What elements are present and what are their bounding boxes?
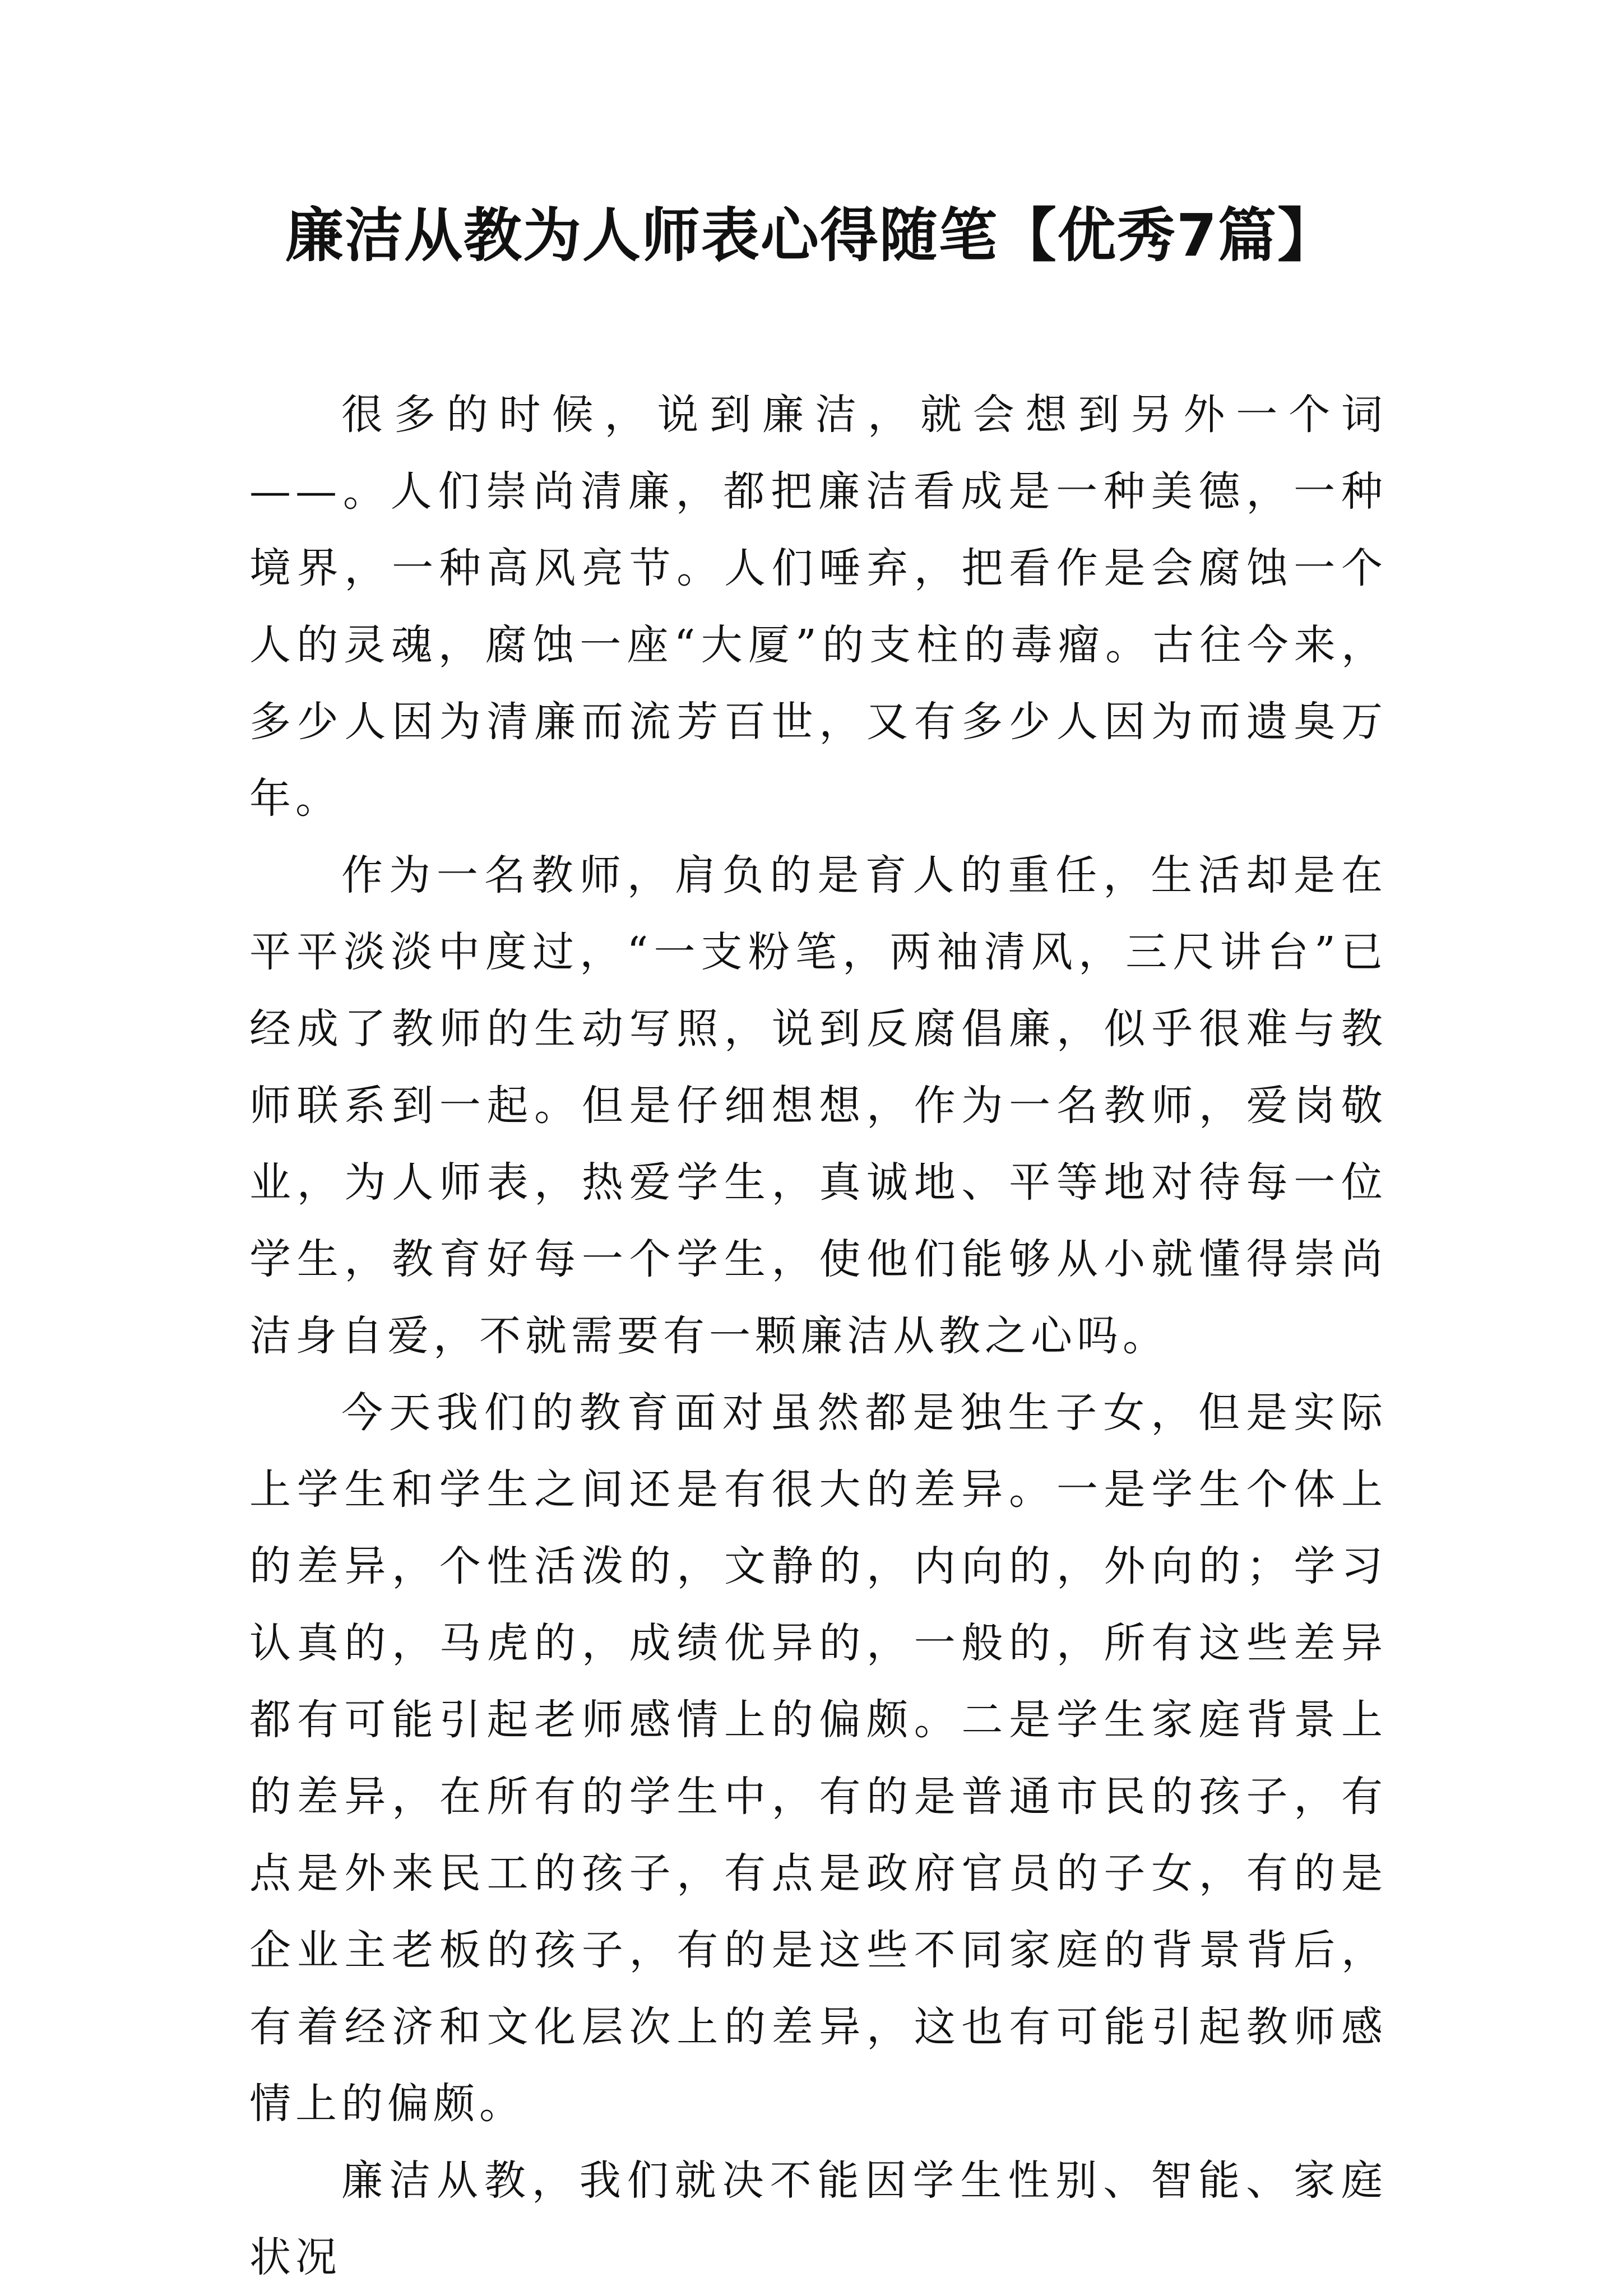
document-title: 廉洁从教为人师表心得随笔【优秀7篇】 — [285, 201, 1337, 270]
paragraph-1: 很多的时候，说到廉洁，就会想到另外一个词——。人们崇尚清廉，都把廉洁看成是一种美德，一种境界，一种高风亮节。人们唾弃，把看作是会腐蚀一个人的灵魂，腐蚀一座“大厦”的支柱的毒瘤。古往今来，多少人因为清廉而流芳百世，又有多少人因为而遗臭万年。 — [249, 391, 1387, 823]
paragraph-3: 今天我们的教育面对虽然都是独生子女，但是实际上学生和学生之间还是有很大的差异。一是学生个体上的差异，个性活泼的，文静的，内向的，外向的；学习认真的，马虎的，成绩优异的，一般的，所有这些差异都有可能引起老师感情上的偏颇。二是学生家庭背景上的差异，在所有的学生中，有的是普通市民的孩子，有点是外来民工的孩子，有点是政府官员的子女，有的是企业主老板的孩子，有的是这些不同家庭的背景背后，有着经济和文化层次上的差异，这也有可能引起教师感情上的偏颇。 — [249, 1389, 1387, 2128]
paragraph-2: 作为一名教师，肩负的是育人的重任，生活却是在平平淡淡中度过，“一支粉笔，两袖清风，三尺讲台”已经成了教师的生动写照，说到反腐倡廉，似乎很难与教师联系到一起。但是仔细想想，作为一名教师，爱岗敬业，为人师表，热爱学生，真诚地、平等地对待每一位学生，教育好每一个学生，使他们能够从小就懂得崇尚洁身自爱，不就需要有一颗廉洁从教之心吗。 — [249, 851, 1387, 1360]
paragraph-4: 廉洁从教，我们就决不能因学生性别、智能、家庭状况 — [249, 2156, 1387, 2281]
document-body — [249, 377, 1387, 2296]
